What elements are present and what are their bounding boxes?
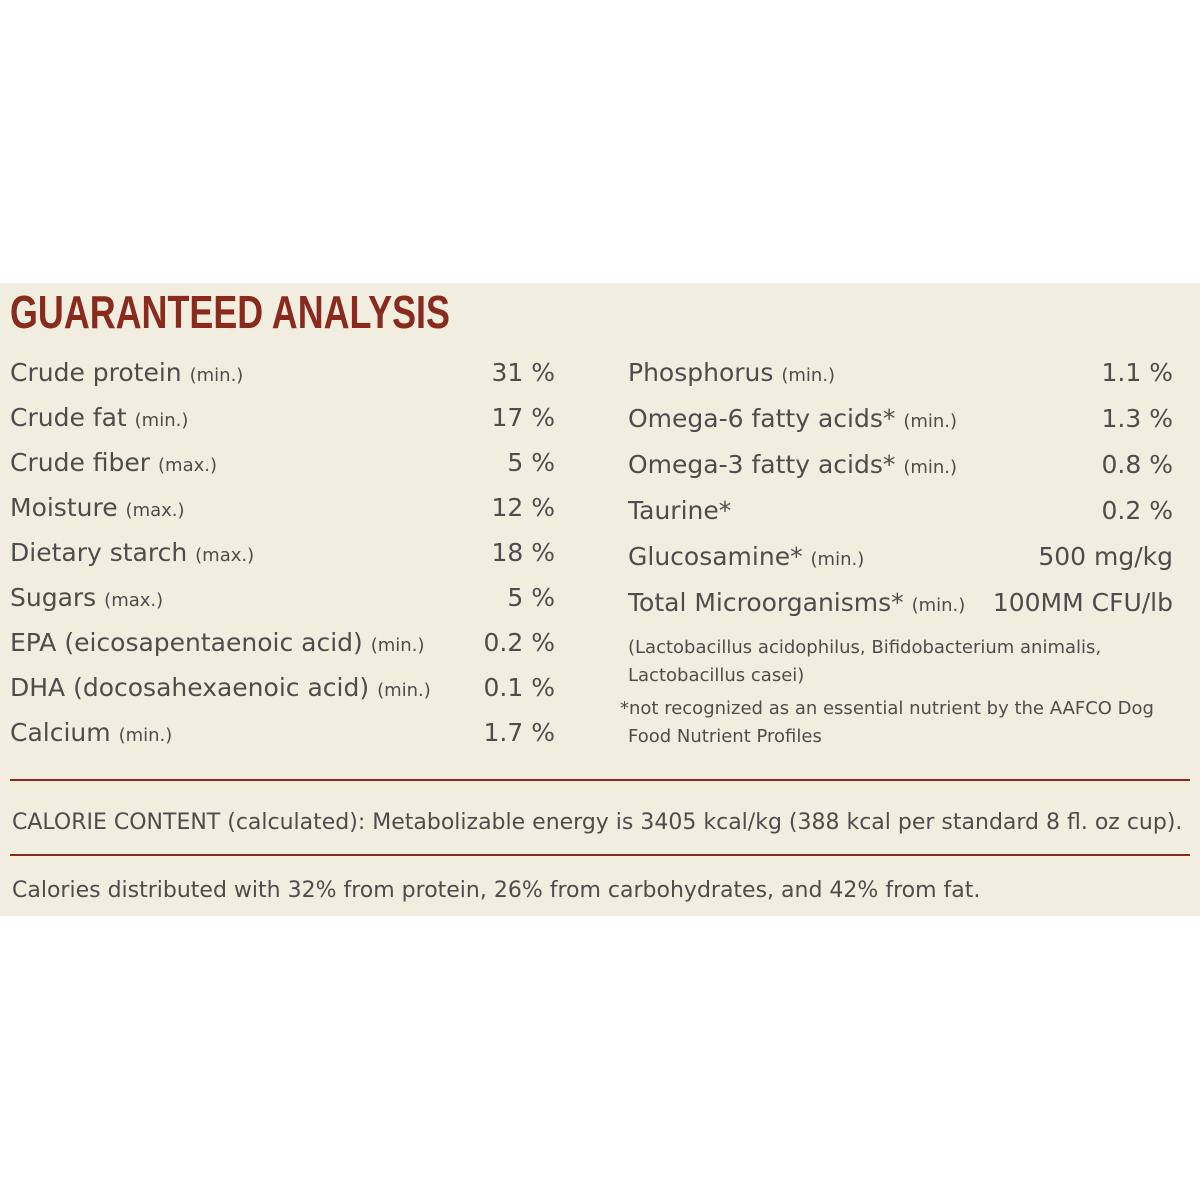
nutrient-qualifier: (min.) bbox=[903, 457, 958, 478]
nutrient-qualifier: (min.) bbox=[118, 725, 173, 746]
nutrient-row bbox=[10, 538, 555, 583]
nutrient-row bbox=[10, 628, 555, 673]
nutrient-name: Dietary starch bbox=[10, 538, 188, 567]
nutrient-qualifier: (min.) bbox=[810, 549, 865, 570]
nutrient-name: Phosphorus bbox=[628, 358, 774, 387]
nutrient-value: 0.2 % bbox=[483, 628, 555, 657]
nutrient-qualifier: (max.) bbox=[104, 590, 164, 611]
guaranteed-analysis-panel bbox=[0, 283, 1200, 916]
nutrient-value: 100MM CFU/lb bbox=[992, 588, 1173, 617]
nutrient-name: Taurine* bbox=[628, 496, 732, 525]
nutrient-value: 31 % bbox=[491, 358, 555, 387]
nutrient-value: 1.3 % bbox=[1101, 404, 1173, 433]
nutrient-name: Glucosamine* bbox=[628, 542, 803, 571]
section-title: GUARANTEED ANALYSIS bbox=[10, 286, 450, 338]
calorie-content: CALORIE CONTENT (calculated): Metabolizable energy is 3405 kcal/kg (388 kcal per standard 8 fl. oz cup). bbox=[12, 810, 1183, 835]
nutrient-value: 5 % bbox=[507, 583, 555, 612]
nutrient-name: Omega-3 fatty acids* bbox=[628, 450, 896, 479]
nutrient-qualifier: (min.) bbox=[134, 410, 189, 431]
nutrient-qualifier: (min.) bbox=[903, 411, 958, 432]
nutrient-row bbox=[10, 403, 555, 448]
nutrient-qualifier: (min.) bbox=[189, 365, 244, 386]
nutrient-name: Crude fiber bbox=[10, 448, 151, 477]
nutrient-name: EPA (eicosapentaenoic acid) bbox=[10, 628, 363, 657]
footnote-line: Food Nutrient Profiles bbox=[628, 726, 822, 747]
calorie-distribution: Calories distributed with 32% from protein, 26% from carbohydrates, and 42% from fat. bbox=[12, 878, 981, 903]
nutrient-row bbox=[10, 583, 555, 628]
nutrient-name: Total Microorganisms* bbox=[628, 588, 904, 617]
nutrient-row bbox=[10, 448, 555, 493]
nutrient-value: 12 % bbox=[491, 493, 555, 522]
nutrient-row bbox=[628, 450, 1173, 496]
nutrient-value: 500 mg/kg bbox=[1038, 542, 1173, 571]
nutrient-row bbox=[10, 718, 555, 763]
nutrient-name: Omega-6 fatty acids* bbox=[628, 404, 896, 433]
nutrient-name: Sugars bbox=[10, 583, 97, 612]
nutrient-row bbox=[10, 358, 555, 403]
nutrient-row bbox=[628, 588, 1173, 634]
nutrient-name: DHA (docosahexaenoic acid) bbox=[10, 673, 370, 702]
nutrient-row bbox=[628, 404, 1173, 450]
nutrient-value: 0.8 % bbox=[1101, 450, 1173, 479]
nutrient-value: 0.1 % bbox=[483, 673, 555, 702]
nutrient-name: Moisture bbox=[10, 493, 118, 522]
nutrient-qualifier: (min.) bbox=[377, 680, 431, 701]
nutrient-name: Calcium bbox=[10, 718, 111, 747]
nutrient-value: 18 % bbox=[491, 538, 555, 567]
nutrient-value: 1.7 % bbox=[483, 718, 555, 747]
nutrient-qualifier: (min.) bbox=[781, 365, 836, 386]
nutrient-name: Crude fat bbox=[10, 403, 127, 432]
nutrient-name: Crude protein bbox=[10, 358, 182, 387]
divider bbox=[10, 779, 1190, 781]
nutrient-row bbox=[628, 496, 1173, 542]
nutrient-value: 17 % bbox=[491, 403, 555, 432]
nutrient-row bbox=[628, 542, 1173, 588]
nutrient-qualifier: (max.) bbox=[158, 455, 217, 476]
left-nutrient-column bbox=[10, 358, 555, 763]
nutrient-row bbox=[628, 358, 1173, 404]
nutrient-value: 0.2 % bbox=[1101, 496, 1173, 525]
nutrient-qualifier: (max.) bbox=[125, 500, 185, 521]
footnote-line: *not recognized as an essential nutrient by the AAFCO Dog bbox=[620, 698, 1154, 719]
nutrient-value: 1.1 % bbox=[1101, 358, 1173, 387]
divider bbox=[10, 854, 1190, 856]
right-nutrient-column bbox=[628, 358, 1173, 690]
nutrient-qualifier: (max.) bbox=[195, 545, 255, 566]
nutrient-qualifier: (min.) bbox=[370, 635, 425, 656]
nutrient-row bbox=[10, 493, 555, 538]
nutrient-value: 5 % bbox=[507, 448, 555, 477]
nutrient-row bbox=[10, 673, 555, 718]
aafco-footnote bbox=[620, 695, 1160, 751]
microorganisms-note: (Lactobacillus acidophilus, Bifidobacterium animalis, Lactobacillus casei) bbox=[628, 637, 1102, 686]
nutrient-qualifier: (min.) bbox=[911, 595, 966, 616]
